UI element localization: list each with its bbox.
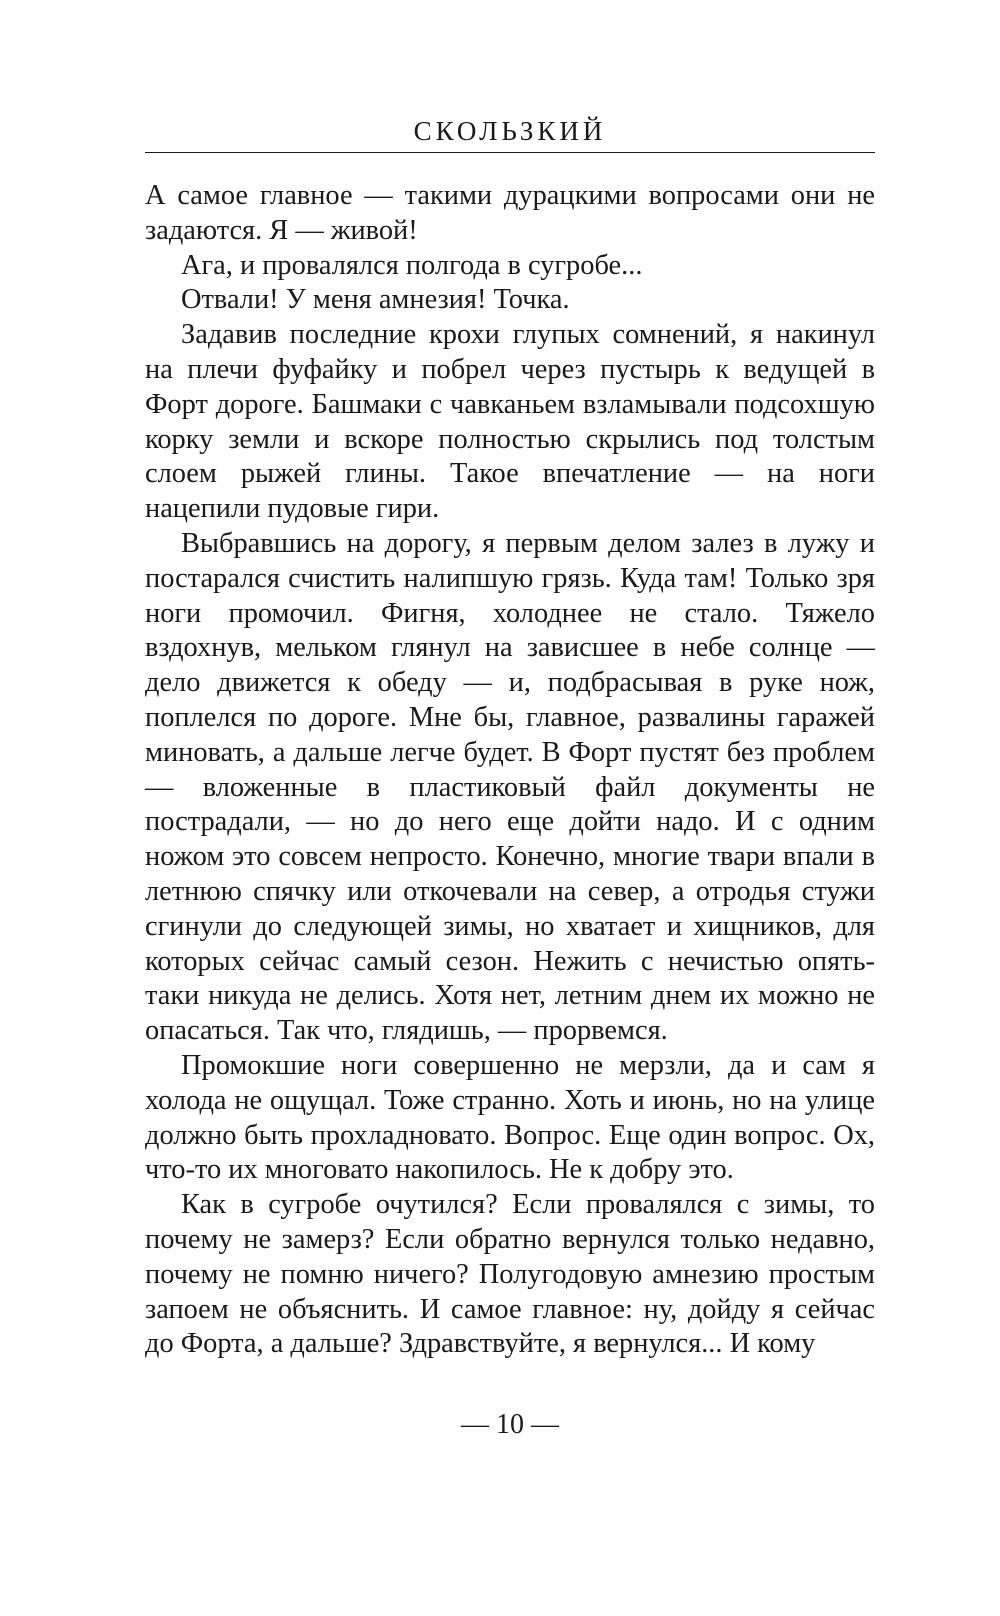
- header-rule: [145, 152, 875, 153]
- paragraph: Задавив последние крохи глупых сомнений, я накинул на плечи фуфайку и побрел через пустырь к ведущей в Форт дороге. Башмаки с чавканьем взламывали подсохшую корку земли и вскоре полностью скрылись под толстым слоем рыжей глины. Такое впечатление — на ноги нацепили пудовые гири.: [145, 319, 875, 525]
- body-text: [145, 179, 875, 1362]
- paragraph: Как в сугробе очутился? Если провалялся с зимы, то почему не замерз? Если обратно вернулся только недавно, почему не помню ничего? Полугодовую амнезию простым запоем не объяснить. И самое главное: ну, дойду я сейчас до Форта, а дальше? Здравствуйте, я вернулся... И кому: [145, 1189, 875, 1360]
- running-title: СКОЛЬЗКИЙ: [413, 116, 607, 146]
- paragraph: Промокшие ноги совершенно не мерзли, да и сам я холода не ощущал. Тоже странно. Хоть и июнь, но на улице должно быть прохладновато. Вопрос. Еще один вопрос. Ох, что-то их многовато накопилось. Не к добру это.: [145, 1049, 875, 1186]
- book-page: [145, 0, 875, 1616]
- paragraph: Выбравшись на дорогу, я первым делом залез в лужу и постарался счистить налипшую грязь. Куда там! Только зря ноги промочил. Фигня, холоднее не стало. Тяжело вздохнув, мельком глянул на зависшее в небе солнце — дело движется к обеду — и, подбрасывая в руке нож, поплелся по дороге. Мне бы, главное, развалины гаражей миновать, а дальше легче будет. В Форт пустят без проблем — вложенные в пластиковый файл документы не пострадали, — но до него еще дойти надо. И с одним ножом это совсем непросто. Конечно, многие твари впали в летнюю спячку или откочевали на север, а отродья стужи сгинули до следующей зимы, но хватает и хищников, для которых сейчас самый сезон. Нежить с нечистью опять-таки никуда не делись. Хотя нет, летним днем их можно не опасаться. Так что, глядишь, — прорвемся.: [145, 527, 875, 1047]
- paragraph: Ага, и провалялся полгода в сугробе...: [181, 249, 643, 281]
- paragraph: Отвали! У меня амнезия! Точка.: [181, 284, 570, 316]
- page-number: — 10 —: [461, 1409, 559, 1440]
- paragraph: А самое главное — такими дурацкими вопросами они не задаются. Я — живой!: [145, 180, 875, 246]
